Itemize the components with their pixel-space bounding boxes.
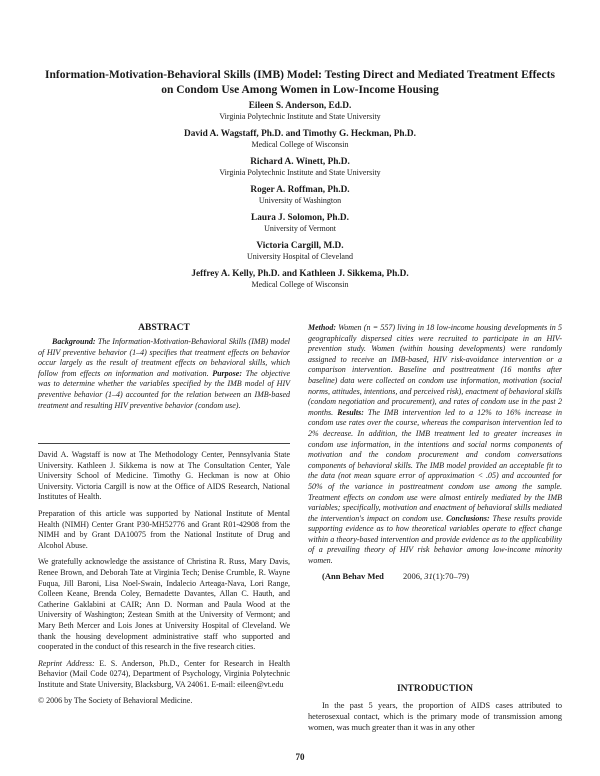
reprint-label: Reprint Address:: [38, 658, 95, 668]
author-list: [40, 100, 560, 296]
method-label: Method:: [308, 323, 336, 332]
author-block: [40, 240, 560, 262]
background-label: Background:: [52, 337, 96, 346]
abstract-left-column: [38, 337, 290, 411]
author-name: Jeffrey A. Kelly, Ph.D. and Kathleen J. Sikkema, Ph.D.: [191, 269, 409, 279]
author-affiliation: Virginia Polytechnic Institute and State University: [219, 168, 381, 177]
author-name: Laura J. Solomon, Ph.D.: [251, 213, 349, 223]
reprint-text: E. S. Anderson, Ph.D., Center for Research in Health Behavior (Mail Code 0274), Department of Psychology, Virginia Polytechnic Institute and State University, Blacksburg, VA 24061. E-mail: eileen@vt.edu: [38, 658, 290, 689]
journal-citation: [322, 571, 469, 581]
author-name: Victoria Cargill, M.D.: [256, 241, 344, 251]
author-affiliation: University of Vermont: [264, 224, 336, 233]
abstract-heading: ABSTRACT: [138, 323, 190, 333]
author-affiliation: Medical College of Wisconsin: [251, 140, 349, 149]
footnote-reprint: [38, 659, 290, 691]
footnote-affiliation-changes: David A. Wagstaff is now at The Methodology Center, Pennsylvania State University. Kathleen J. Sikkema is now at The Consultation Center, Yale University School of Medicine. Timothy G. Heckman is now at Ohio University. Victoria Cargill is now at the Office of AIDS Research, National Institutes of Health.: [38, 450, 290, 502]
author-affiliation: Medical College of Wisconsin: [251, 280, 349, 289]
author-name: Richard A. Winett, Ph.D.: [250, 157, 350, 167]
purpose-label: Purpose:: [212, 368, 242, 378]
author-name: Roger A. Roffman, Ph.D.: [250, 185, 350, 195]
conclusions-text: These results provide supporting evidence as to how theoretical variables operate to effect change within a theory-based intervention and provide evidence as to the applicability of a prevailing theory of HIV risk behavior among low-income minority women.: [308, 513, 563, 566]
copyright-notice: © 2006 by The Society of Behavioral Medicine.: [38, 696, 193, 706]
citation-volume: 31: [424, 571, 433, 581]
conclusions-label: Conclusions:: [446, 513, 490, 523]
citation-year: 2006,: [403, 571, 423, 581]
introduction-text: In the past 5 years, the proportion of AIDS cases attributed to heterosexual contact, which is the primary mode of transmission among women, was much greater than it was in any other: [308, 701, 562, 732]
author-block: [40, 128, 560, 150]
abstract-right-column: [308, 323, 562, 567]
author-name: Eileen S. Anderson, Ed.D.: [248, 101, 352, 111]
author-name: David A. Wagstaff, Ph.D. and Timothy G. Heckman, Ph.D.: [184, 129, 416, 139]
author-block: [40, 212, 560, 234]
citation-journal: (Ann Behav Med: [322, 571, 384, 581]
citation-issue-pages: (1):70–79): [432, 571, 470, 581]
purpose-text: The objective was to determine whether the variables specified by the IMB model of HIV preventive behavior (1–4) accounted for the relation between an IMB-based treatment and resulting HIV preventive behavior (condom use).: [38, 368, 290, 410]
footnotes: [38, 450, 290, 713]
footnote-divider: [38, 443, 290, 444]
author-block: [40, 184, 560, 206]
author-affiliation: University Hospital of Cleveland: [247, 252, 353, 261]
author-affiliation: University of Washington: [258, 196, 342, 205]
results-label: Results:: [337, 407, 364, 417]
author-block: [40, 156, 560, 178]
footnote-funding: Preparation of this article was supported by National Institute of Mental Health (NIMH) Center Grant P30-MH52776 and Grant R01-42908 from the NIMH and by Grant DA10075 from the National Institute of Drug and Alcohol Abuse.: [38, 508, 290, 550]
article-title: Information-Motivation-Behavioral Skills (IMB) Model: Testing Direct and Mediated Treatment Effects on Condom Use Among Women in Low-Income Housing: [45, 69, 555, 96]
footnote-acknowledgements: We gratefully acknowledge the assistance of Christina R. Russ, Mary Davis, Renee Brown, and Deborah Tate at Virginia Tech; Denise Crumble, R. Wayne Fuqua, Jill Baroni, Lisa Noel-Swain, Indalecio Arteaga-Nava, Lori Range, Colleen Keane, Brenda Coley, Bernadette Davantes, Allan C. Hauth, and Catherine Gaklabini at CAIR; Ann D. Norman and Paula Wood at the University of Washington; Zestean Smith at the University of Vermont; and Mary Beth Mercer and Lois Jones at University Hospital of Cleveland. We thank the housing development administrative staff who supported and cooperated in the conduct of this research in the five research cities.: [38, 557, 290, 652]
page-number: 70: [295, 752, 305, 762]
author-block: [40, 100, 560, 122]
author-affiliation: Virginia Polytechnic Institute and State University: [219, 112, 381, 121]
method-text: Women (n = 557) living in 18 low-income housing developments in 5 geographically dispersed cities were recruited to participate in an HIV-prevention study. Women (within housing developments) were randomly assigned to receive an IMB-based, HIV risk-avoidance intervention or a comparison intervention. Baseline and posttreatment (16 months after baseline) data were collected on condom use information, motivation (social norms, attitudes, intentions, and perceived risk), enactment of behavioral skills (condom negotiation and procurement), and rates of condom use in the past 2 months.: [308, 323, 562, 417]
background-text: The Information-Motivation-Behavioral Skills (IMB) model of HIV preventive behavior (1–4) specifies that treatment effects on behavior occur largely as the result of treatment effects on behavioral skills, which follow from effects on information and motivation.: [38, 337, 290, 378]
introduction-heading: INTRODUCTION: [396, 684, 473, 694]
results-text: The IMB intervention led to a 12% to 16% increase in condom use rates over the course, whereas the comparison intervention led to 2% decrease. In addition, the IMB treatment led to greater increases in condom use information, in the intentions and social norms components of motivation and the condom procurement and condom conversations components of behavioral skills. The IMB model provided an acceptable fit to the data (not mean square error of approximation < .05) and accounted for 50% of the variance in posttreatment condom use among the sample. Treatment effects on condom use were almost entirely mediated by the IMB variables; specifically, motivation and enactment of behavioral skills mediated the intervention's impact on condom use.: [308, 407, 562, 523]
author-block: [40, 268, 560, 290]
